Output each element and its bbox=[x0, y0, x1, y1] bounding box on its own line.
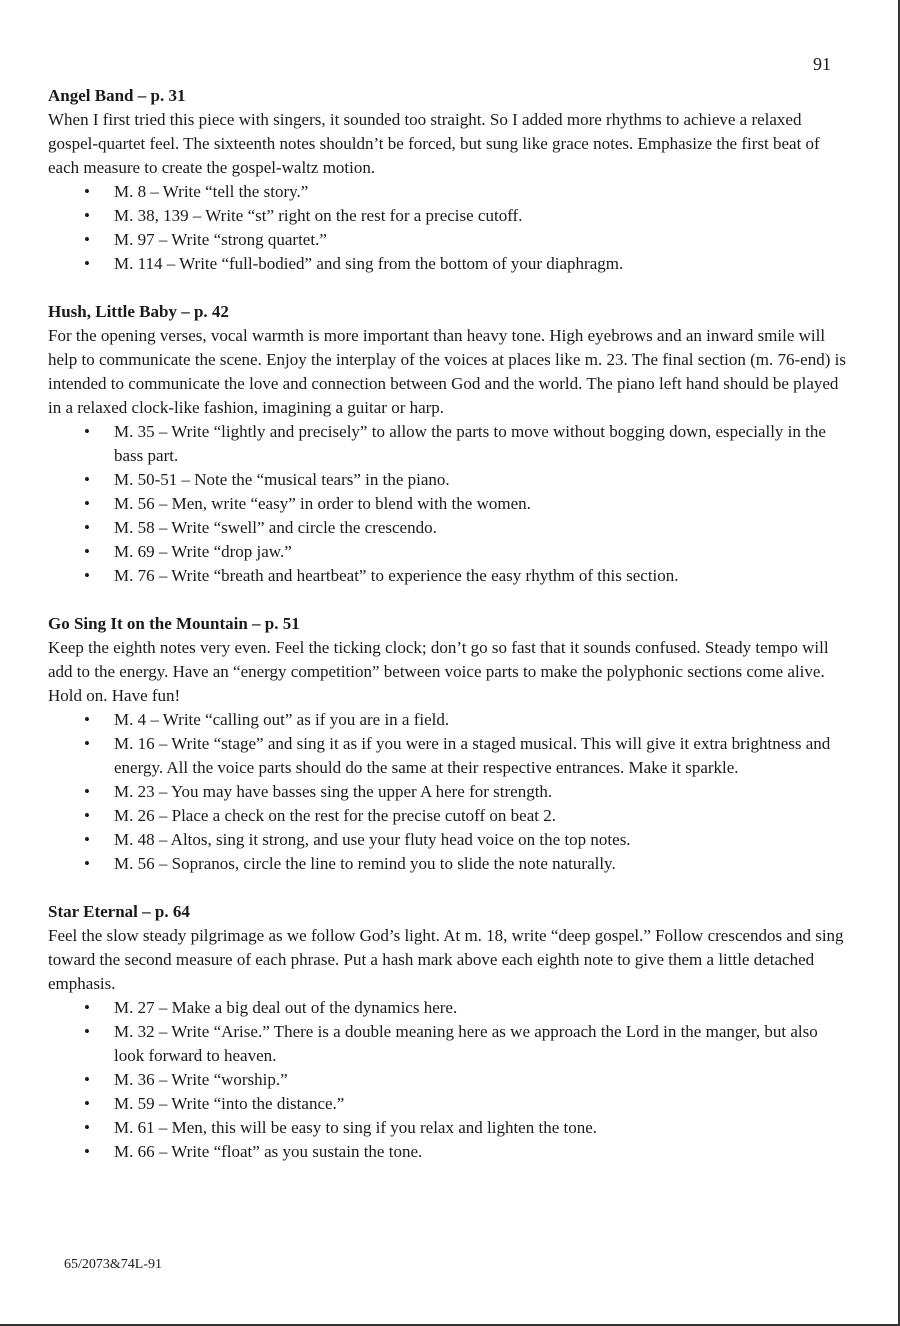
measure-notes-list bbox=[48, 180, 848, 276]
list-item: • M. 59 – Write “into the distance.” bbox=[114, 1092, 848, 1116]
list-item: • M. 23 – You may have basses sing the upper A here for strength. bbox=[114, 780, 848, 804]
section-body: For the opening verses, vocal warmth is more important than heavy tone. High eyebrows and an inward smile will help to communicate the scene. Enjoy the interplay of the voices at places like m. 23. The final section (m. 76-end) is intended to communicate the love and connection between God and the world. The piano left hand should be played in a relaxed clock-like fashion, imagining a guitar or harp. bbox=[48, 326, 846, 417]
section-title: Go Sing It on the Mountain – p. 51 bbox=[48, 614, 300, 633]
section-angel-band bbox=[48, 84, 848, 276]
section-go-sing-it-on-the-mountain bbox=[48, 612, 848, 876]
page-content bbox=[48, 84, 848, 1188]
section-body: When I first tried this piece with singers, it sounded too straight. So I added more rhythms to achieve a relaxed gospel-quartet feel. The sixteenth notes shouldn’t be forced, but sung like grace notes. Emphasize the first beat of each measure to create the gospel-waltz motion. bbox=[48, 110, 820, 177]
page-footer-code: 65/2073&74L-91 bbox=[64, 1257, 162, 1272]
list-item: • M. 36 – Write “worship.” bbox=[114, 1068, 848, 1092]
measure-notes-list bbox=[48, 420, 848, 588]
list-item: • M. 97 – Write “strong quartet.” bbox=[114, 228, 848, 252]
list-item: • M. 58 – Write “swell” and circle the crescendo. bbox=[114, 516, 848, 540]
list-item: • M. 35 – Write “lightly and precisely” to allow the parts to move without bogging down, especially in the bass part. bbox=[114, 420, 848, 468]
list-item: • M. 69 – Write “drop jaw.” bbox=[114, 540, 848, 564]
section-hush-little-baby bbox=[48, 300, 848, 588]
measure-notes-list bbox=[48, 708, 848, 876]
list-item: • M. 27 – Make a big deal out of the dynamics here. bbox=[114, 996, 848, 1020]
list-item: • M. 66 – Write “float” as you sustain the tone. bbox=[114, 1140, 848, 1164]
page-number: 91 bbox=[813, 54, 831, 74]
list-item: • M. 114 – Write “full-bodied” and sing from the bottom of your diaphragm. bbox=[114, 252, 848, 276]
list-item: • M. 56 – Sopranos, circle the line to remind you to slide the note naturally. bbox=[114, 852, 848, 876]
list-item: • M. 61 – Men, this will be easy to sing if you relax and lighten the tone. bbox=[114, 1116, 848, 1140]
section-body: Feel the slow steady pilgrimage as we follow God’s light. At m. 18, write “deep gospel.” Follow crescendos and sing toward the second measure of each phrase. Put a hash mark above each eighth note to give them a little detached emphasis. bbox=[48, 926, 844, 993]
section-body: Keep the eighth notes very even. Feel the ticking clock; don’t go so fast that it sounds confused. Steady tempo will add to the energy. Have an “energy competition” between voice parts to make the polyphonic sections come alive. Hold on. Have fun! bbox=[48, 638, 829, 705]
list-item: • M. 16 – Write “stage” and sing it as if you were in a staged musical. This will give it extra brightness and energy. All the voice parts should do the same at their respective entrances. Make it sparkle. bbox=[114, 732, 848, 780]
list-item: • M. 76 – Write “breath and heartbeat” to experience the easy rhythm of this section. bbox=[114, 564, 848, 588]
section-title: Star Eternal – p. 64 bbox=[48, 902, 190, 921]
list-item: • M. 4 – Write “calling out” as if you are in a field. bbox=[114, 708, 848, 732]
measure-notes-list bbox=[48, 996, 848, 1164]
section-title: Angel Band – p. 31 bbox=[48, 86, 186, 105]
list-item: • M. 32 – Write “Arise.” There is a double meaning here as we approach the Lord in the manger, but also look forward to heaven. bbox=[114, 1020, 848, 1068]
list-item: • M. 38, 139 – Write “st” right on the rest for a precise cutoff. bbox=[114, 204, 848, 228]
list-item: • M. 56 – Men, write “easy” in order to blend with the women. bbox=[114, 492, 848, 516]
list-item: • M. 26 – Place a check on the rest for the precise cutoff on beat 2. bbox=[114, 804, 848, 828]
section-star-eternal bbox=[48, 900, 848, 1164]
list-item: • M. 8 – Write “tell the story.” bbox=[114, 180, 848, 204]
section-title: Hush, Little Baby – p. 42 bbox=[48, 302, 229, 321]
list-item: • M. 50-51 – Note the “musical tears” in the piano. bbox=[114, 468, 848, 492]
list-item: • M. 48 – Altos, sing it strong, and use your fluty head voice on the top notes. bbox=[114, 828, 848, 852]
